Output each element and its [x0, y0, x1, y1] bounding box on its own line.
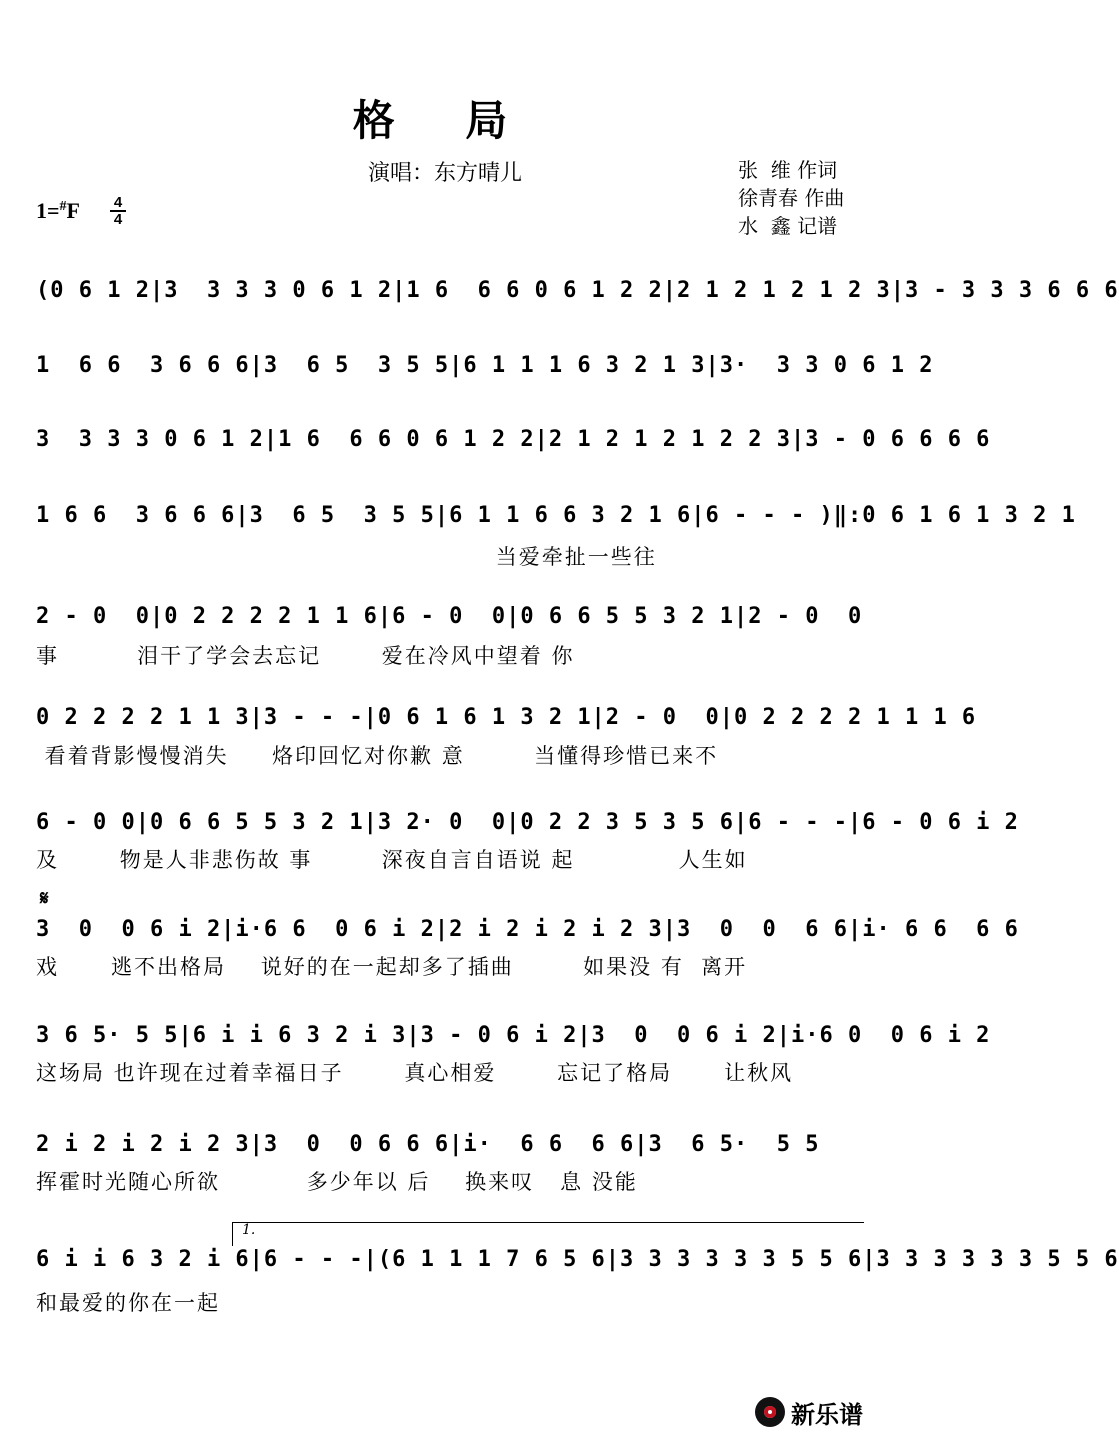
score-line-11	[36, 1245, 1119, 1289]
lyric-line-7: 及 物是人非悲伤故 事 深夜自言自语说 起 人生如	[36, 848, 748, 872]
notation-line: 1 6 6 3 6 6 6|3 6 5 3 5 5|6 1 1 6 6 3 2 1 6|6 - - - )‖:0 6 1 6 1 3 2 1	[36, 503, 1076, 528]
lyric-line-6: 看着背影慢慢消失 烙印回忆对你歉 意 当懂得珍惜已来不	[36, 744, 719, 768]
composer-credit: 徐青春 作曲	[738, 186, 845, 210]
lyric-line-10: 挥霍时光随心所欲 多少年以 后 换来叹 息 没能	[36, 1170, 638, 1194]
lyric-line-4: 当爱牵扯一些往	[36, 545, 657, 569]
lyricist-credit: 张 维 作词	[738, 158, 838, 182]
song-title: 格 局	[352, 96, 536, 145]
key-sharp: #	[59, 199, 67, 214]
score-line-3	[36, 425, 991, 469]
notation-line: 2 i 2 i 2 i 2 3|3 0 0 6 6 6|i· 6 6 6 6|3 6 5· 5 5	[36, 1132, 820, 1157]
first-ending-label: 1.	[242, 1222, 256, 1238]
time-signature-bottom: 4	[113, 211, 123, 228]
lyric-line-11: 和最爱的你在一起	[36, 1291, 220, 1315]
notation-line: 6 i i 6 3 2 i 6|6 - - -|(6 1 1 1 7 6 5 6|3 3 3 3 3 3 5 5 6|3 3 3 3 3 3 5 5 6	[36, 1247, 1119, 1272]
notation-line: (0 6 1 2|3 3 3 3 0 6 1 2|1 6 6 6 0 6 1 2 2|2 1 2 1 2 1 2 3|3 - 3 3 3 6 6 6	[36, 278, 1119, 303]
time-signature-top: 4	[110, 195, 126, 212]
score-line-1	[36, 276, 1119, 320]
volta-bracket-tick	[232, 1222, 233, 1246]
site-logo-text: 新乐谱	[791, 1400, 863, 1429]
singer-credit: 演唱：东方晴儿	[368, 161, 523, 186]
notation-line: 1 6 6 3 6 6 6|3 6 5 3 5 5|6 1 1 1 6 3 2 1 3|3· 3 3 0 6 1 2	[36, 353, 934, 378]
score-line-2	[36, 351, 934, 395]
notation-line: 3 3 3 3 0 6 1 2|1 6 6 6 0 6 1 2 2|2 1 2 1 2 1 2 2 3|3 - 0 6 6 6 6	[36, 427, 991, 452]
segno-sign: 𝄋	[40, 886, 49, 910]
key-note: F	[66, 198, 80, 223]
lyric-line-8: 戏 逃不出格局 说好的在一起却多了插曲 如果没 有 离开	[36, 955, 748, 979]
key-signature	[36, 198, 80, 224]
notation-line: 0 2 2 2 2 1 1 3|3 - - -|0 6 1 6 1 3 2 1|2 - 0 0|0 2 2 2 2 1 1 1 6	[36, 705, 977, 730]
time-signature	[110, 195, 126, 227]
key-prefix: 1=	[36, 198, 60, 223]
site-logo	[755, 1394, 863, 1430]
vinyl-record-icon	[755, 1397, 785, 1427]
volta-bracket	[232, 1222, 864, 1223]
notation-line: 6 - 0 0|0 6 6 5 5 3 2 1|3 2· 0 0|0 2 2 3 5 3 5 6|6 - - -|6 - 0 6 i 2	[36, 810, 1019, 835]
notation-line: 3 0 0 6 i 2|i·6 6 0 6 i 2|2 i 2 i 2 i 2 3|3 0 0 6 6|i· 6 6 6 6	[36, 917, 1019, 942]
notation-line: 3 6 5· 5 5|6 i i 6 3 2 i 3|3 - 0 6 i 2|3 0 0 6 i 2|i·6 0 0 6 i 2	[36, 1023, 991, 1048]
transcriber-credit: 水 鑫 记谱	[738, 214, 838, 238]
lyric-line-9: 这场局 也许现在过着幸福日子 真心相爱 忘记了格局 让秋风	[36, 1061, 794, 1085]
lyric-line-5: 事 泪干了学会去忘记 爱在冷风中望着 你	[36, 644, 575, 668]
notation-line: 2 - 0 0|0 2 2 2 2 1 1 6|6 - 0 0|0 6 6 5 5 3 2 1|2 - 0 0	[36, 604, 863, 629]
credits-block	[738, 156, 844, 240]
score-line-4	[36, 501, 1076, 545]
